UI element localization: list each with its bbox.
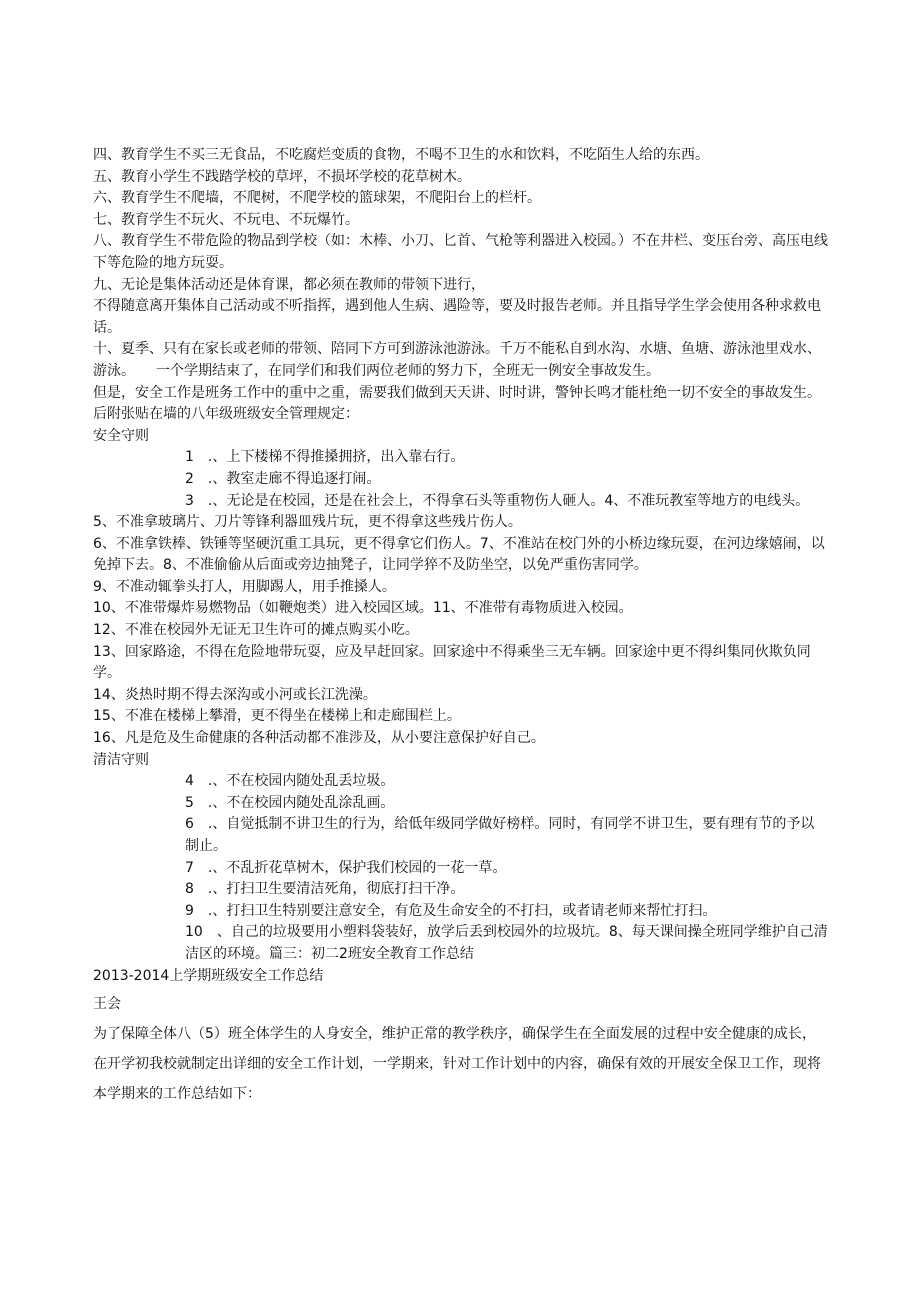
rule-item: 2 .、教室走廊不得追逐打闹。 [185,470,381,487]
rule-item: 6、不准拿铁棒、铁锤等坚硬沉重工具玩，更不得拿它们伤人。7、不准站在校门外的小桥边缘玩耍，在河边缘嬉闹，以免掉下去。8、不准偷偷从后面或旁边抽凳子，让同学猝不及防坐空，以免严重伤害同学。 [93,535,825,574]
rule-item: 6 .、自觉抵制不讲卫生的行为，给低年级同学做好榜样。同时，有同学不讲卫生，要有理有节的予以制止。 [185,816,815,854]
rule-item: 4 .、不在校园内随处乱丢垃圾。 [185,773,395,790]
paragraph: 不得随意离开集体自己活动或不听指挥，遇到他人生病、遇险等，要及时报告老师。并且指导学生学会使用各种求救电话。 [93,298,821,336]
document-body [93,145,828,1109]
author-name: 王会 [93,996,121,1013]
rule-item: 10 、自己的垃圾要用小塑料袋装好，放学后丢到校园外的垃圾坑。8、每天课间操全班同学维护自己清洁区的环境。篇三：初二2班安全教育工作总结 [185,924,828,962]
rule-item: 15、不准在楼梯上攀滑，更不得坐在楼梯上和走廊围栏上。 [93,708,461,725]
paragraph: 但是，安全工作是班务工作中的重中之重，需要我们做到天天讲、时时讲，警钟长鸣才能杜绝一切不安全的事故发生。 [93,384,821,401]
paragraph: 五、教育小学生不践踏学校的草坪，不损坏学校的花草树木。 [93,168,471,185]
rule-item: 13、回家路途，不得在危险地带玩耍，应及早赶回家。回家途中不得乘坐三无车辆。回家途中更不得纠集同伙欺负同学。 [93,643,811,682]
rule-item: 8 .、打扫卫生要清洁死角，彻底打扫干净。 [185,881,465,898]
rule-item: 7 .、不乱折花草树木，保护我们校园的一花一草。 [185,859,507,876]
paragraph: 七、教育学生不玩火、不玩电、不玩爆竹。 [93,211,359,228]
rule-item: 9 .、打扫卫生特别要注意安全，有危及生命安全的不打扫，或者请老师来帮忙打扫。 [185,902,717,919]
paragraph: 六、教育学生不爬墙，不爬树，不爬学校的篮球架，不爬阳台上的栏杆。 [93,190,541,207]
paragraph: 四、教育学生不买三无食品，不吃腐烂变质的食物，不喝不卫生的水和饮料，不吃陌生人给的东西。 [93,147,709,163]
paragraph: 八、教育学生不带危险的物品到学校（如：木棒、小刀、匕首、气枪等利器进入校园。）不在井栏、变压台旁、高压电线下等危险的地方玩耍。 [93,233,828,271]
summary-section [93,989,828,1109]
rule-item: 5、不准拿玻璃片、刀片等锋利器皿残片玩，更不得拿这些残片伤人。 [93,514,522,531]
paragraph: 后附张贴在墙的八年级班级安全管理规定： [93,406,359,423]
intro-paragraph: 为了保障全体八（5）班全体学生的人身安全，维护正常的教学秩序，确保学生在全面发展的过程中安全健康的成长，在开学初我校就制定出详细的安全工作计划，一学期来，针对工作计划中的内容，确保有效的开展安全保卫工作，现将本学期来的工作总结如下： [93,1026,821,1103]
rule-item: 9、不准动辄拳头打人，用脚踢人，用手推搡人。 [93,578,396,595]
rule-item: 10、不准带爆炸易燃物品（如鞭炮类）进入校园区域。11、不准带有毒物质进入校园。 [93,600,633,617]
rule-item: 1 .、上下楼梯不得推搡拥挤，出入靠右行。 [185,449,465,466]
cleaning-rules-title: 清洁守则 [93,751,149,768]
section-title: 2013-2014上学期班级安全工作总结 [93,967,324,984]
rule-item: 12、不准在校园外无证无卫生许可的摊点购买小吃。 [93,622,419,639]
rule-item: 3 .、无论是在校园，还是在社会上，不得拿石头等重物伤人砸人。4、不准玩教室等地方的电线头。 [185,492,810,509]
paragraph: 十、夏季、只有在家长或老师的带领、陪同下方可到游泳池游泳。千万不能私自到水沟、水塘、鱼塘、游泳池里戏水、游泳。 一个学期结束了，在同学们和我们两位老师的努力下，全班无一例安全事故发生。 [93,341,821,379]
rule-item: 14、炎热时期不得去深沟或小河或长江洗澡。 [93,686,377,703]
safety-rules-title: 安全守则 [93,427,149,444]
rule-item: 5 .、不在校园内随处乱涂乱画。 [185,794,395,811]
rule-item: 16、凡是危及生命健康的各种活动都不准涉及，从小要注意保护好自己。 [93,730,545,747]
paragraph: 九、无论是集体活动还是体育课，都必须在教师的带领下进行， [93,276,485,293]
